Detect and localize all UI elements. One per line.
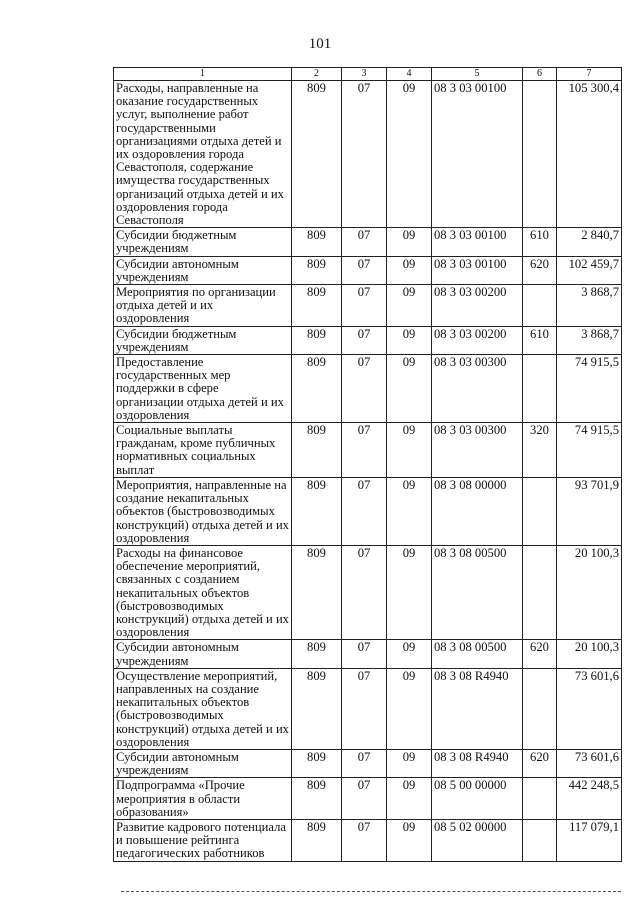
row-amount: 3 868,7	[557, 326, 622, 354]
row-target-article: 08 3 03 00200	[432, 285, 523, 327]
row-target-article: 08 3 03 00300	[432, 355, 523, 423]
row-code: 809	[292, 228, 342, 256]
table-row	[114, 545, 622, 639]
row-section: 07	[342, 749, 387, 777]
row-section: 07	[342, 640, 387, 668]
row-expense-type	[523, 355, 557, 423]
row-name: Социальные выплаты гражданам, кроме публичных нормативных социальных выплат	[114, 423, 292, 478]
table-row	[114, 256, 622, 284]
row-subsection: 09	[387, 819, 432, 861]
row-expense-type	[523, 668, 557, 749]
col-header-4: 4	[387, 68, 432, 81]
table-row	[114, 778, 622, 820]
row-code: 809	[292, 640, 342, 668]
table-header-row	[114, 68, 622, 81]
row-section: 07	[342, 285, 387, 327]
row-subsection: 09	[387, 326, 432, 354]
table-row	[114, 640, 622, 668]
row-expense-type	[523, 778, 557, 820]
row-expense-type	[523, 819, 557, 861]
table-row	[114, 228, 622, 256]
row-amount: 102 459,7	[557, 256, 622, 284]
row-section: 07	[342, 256, 387, 284]
row-target-article: 08 5 02 00000	[432, 819, 523, 861]
row-code: 809	[292, 668, 342, 749]
table-row	[114, 668, 622, 749]
col-header-2: 2	[292, 68, 342, 81]
row-target-article: 08 3 08 00500	[432, 640, 523, 668]
table-row	[114, 423, 622, 478]
row-target-article: 08 3 08 R4940	[432, 668, 523, 749]
row-amount: 3 868,7	[557, 285, 622, 327]
row-amount: 74 915,5	[557, 423, 622, 478]
row-code: 809	[292, 285, 342, 327]
row-subsection: 09	[387, 477, 432, 545]
row-amount: 93 701,9	[557, 477, 622, 545]
row-name: Развитие кадрового потенциала и повышение рейтинга педагогических работников	[114, 819, 292, 861]
row-subsection: 09	[387, 778, 432, 820]
page-bottom-rule	[121, 891, 621, 892]
page-number: 101	[308, 36, 332, 52]
row-subsection: 09	[387, 256, 432, 284]
row-target-article: 08 3 03 00300	[432, 423, 523, 478]
row-target-article: 08 3 03 00100	[432, 228, 523, 256]
table-row	[114, 81, 622, 228]
row-amount: 73 601,6	[557, 749, 622, 777]
col-header-3: 3	[342, 68, 387, 81]
row-code: 809	[292, 477, 342, 545]
row-name: Мероприятия по организации отдыха детей и их оздоровления	[114, 285, 292, 327]
row-section: 07	[342, 355, 387, 423]
row-section: 07	[342, 668, 387, 749]
row-code: 809	[292, 81, 342, 228]
row-amount: 73 601,6	[557, 668, 622, 749]
row-target-article: 08 3 03 00200	[432, 326, 523, 354]
row-code: 809	[292, 423, 342, 478]
row-code: 809	[292, 326, 342, 354]
row-section: 07	[342, 477, 387, 545]
table-row	[114, 326, 622, 354]
col-header-6: 6	[523, 68, 557, 81]
row-target-article: 08 3 03 00100	[432, 81, 523, 228]
row-section: 07	[342, 326, 387, 354]
row-amount: 74 915,5	[557, 355, 622, 423]
col-header-5: 5	[432, 68, 523, 81]
row-amount: 105 300,4	[557, 81, 622, 228]
row-expense-type: 620	[523, 256, 557, 284]
row-code: 809	[292, 355, 342, 423]
row-name: Предоставление государственных мер поддержки в сфере организации отдыха детей и их оздоровления	[114, 355, 292, 423]
row-target-article: 08 3 03 00100	[432, 256, 523, 284]
table-row	[114, 819, 622, 861]
row-subsection: 09	[387, 423, 432, 478]
row-name: Подпрограмма «Прочие мероприятия в области образования»	[114, 778, 292, 820]
table-row	[114, 749, 622, 777]
row-name: Субсидии бюджетным учреждениям	[114, 228, 292, 256]
row-name: Субсидии бюджетным учреждениям	[114, 326, 292, 354]
row-subsection: 09	[387, 228, 432, 256]
row-section: 07	[342, 545, 387, 639]
row-code: 809	[292, 819, 342, 861]
row-expense-type: 320	[523, 423, 557, 478]
row-target-article: 08 3 08 00500	[432, 545, 523, 639]
row-amount: 20 100,3	[557, 640, 622, 668]
row-subsection: 09	[387, 749, 432, 777]
row-subsection: 09	[387, 640, 432, 668]
table-row	[114, 477, 622, 545]
row-subsection: 09	[387, 81, 432, 228]
table-row	[114, 355, 622, 423]
row-target-article: 08 3 08 R4940	[432, 749, 523, 777]
row-name: Субсидии автономным учреждениям	[114, 640, 292, 668]
row-amount: 20 100,3	[557, 545, 622, 639]
row-expense-type: 620	[523, 749, 557, 777]
row-expense-type	[523, 545, 557, 639]
row-subsection: 09	[387, 355, 432, 423]
row-subsection: 09	[387, 285, 432, 327]
row-name: Субсидии автономным учреждениям	[114, 749, 292, 777]
row-expense-type	[523, 477, 557, 545]
row-name: Мероприятия, направленные на создание некапитальных объектов (быстровозводимых конструкций) отдыха детей и их оздоровления	[114, 477, 292, 545]
row-section: 07	[342, 819, 387, 861]
row-target-article: 08 5 00 00000	[432, 778, 523, 820]
table-row	[114, 285, 622, 327]
row-code: 809	[292, 256, 342, 284]
row-name: Расходы на финансовое обеспечение мероприятий, связанных с созданием некапитальных объектов (быстровозводимых конструкций) отдыха детей и их оздоровления	[114, 545, 292, 639]
row-section: 07	[342, 81, 387, 228]
row-amount: 2 840,7	[557, 228, 622, 256]
row-code: 809	[292, 778, 342, 820]
row-section: 07	[342, 423, 387, 478]
row-section: 07	[342, 778, 387, 820]
col-header-7: 7	[557, 68, 622, 81]
row-expense-type	[523, 81, 557, 228]
row-expense-type: 620	[523, 640, 557, 668]
row-name: Субсидии автономным учреждениям	[114, 256, 292, 284]
row-expense-type: 610	[523, 228, 557, 256]
row-target-article: 08 3 08 00000	[432, 477, 523, 545]
row-amount: 117 079,1	[557, 819, 622, 861]
row-code: 809	[292, 545, 342, 639]
row-subsection: 09	[387, 545, 432, 639]
row-expense-type: 610	[523, 326, 557, 354]
budget-table	[113, 67, 622, 862]
row-name: Осуществление мероприятий, направленных на создание некапитальных объектов (быстровозводимых конструкций) отдыха детей и их оздоровления	[114, 668, 292, 749]
row-subsection: 09	[387, 668, 432, 749]
row-expense-type	[523, 285, 557, 327]
row-amount: 442 248,5	[557, 778, 622, 820]
row-name: Расходы, направленные на оказание государственных услуг, выполнение работ государственными организациями отдыха детей и их оздоровления города Севастополя, содержание имущества государственных организаций отдыха детей и их оздоровления города Севастополя	[114, 81, 292, 228]
col-header-1: 1	[114, 68, 292, 81]
row-code: 809	[292, 749, 342, 777]
row-section: 07	[342, 228, 387, 256]
